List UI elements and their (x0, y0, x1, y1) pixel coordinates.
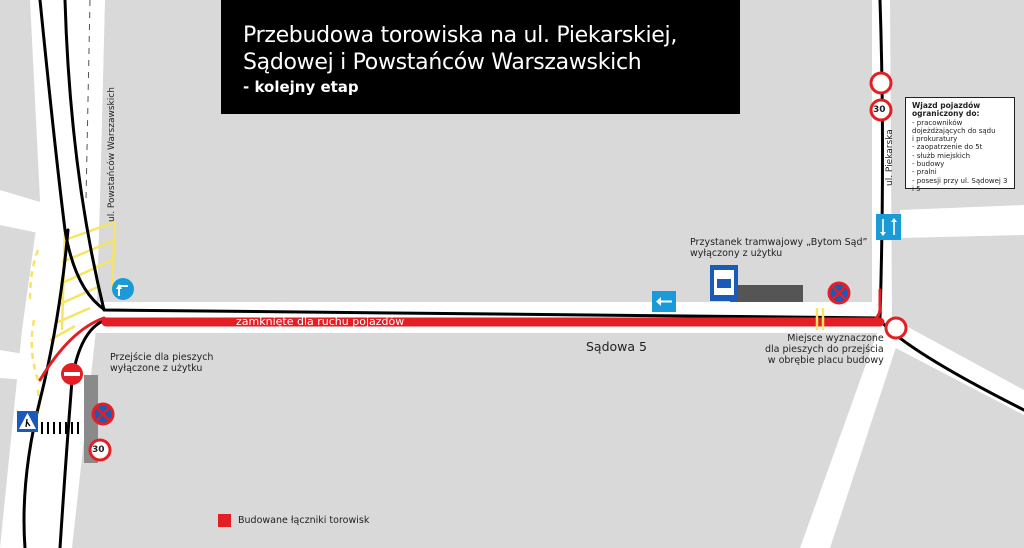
street-label-powstancow: ul. Powstańców Warszawskich (107, 87, 117, 222)
tram-platform (730, 285, 803, 302)
speed-limit-value: 30 (92, 445, 105, 455)
closed-road-sign-2-icon (886, 318, 906, 338)
access-info-item: - budowy (912, 160, 945, 169)
title-line-3: - kolejny etap (243, 78, 359, 96)
access-info-item: i prokuratury (912, 135, 958, 144)
access-info-item: - posesji przy ul. Sądowej 3 i 5 (912, 176, 1008, 193)
crossing-line-1: Przejście dla pieszych (110, 352, 214, 363)
closed-road-label: zamknięte dla ruchu pojazdów (236, 315, 405, 328)
zebra-crossing (42, 422, 78, 434)
title-line-2: Sądowej i Powstańców Warszawskich (243, 50, 642, 75)
legend-swatch (218, 514, 231, 527)
title-box (221, 0, 740, 114)
pedestrian-crossing-sign-icon (17, 411, 38, 432)
access-info-heading: Wjazd pojazdów ograniczony do: (912, 101, 981, 119)
crossing-closed-label (110, 352, 213, 374)
speed-limit-value-right: 30 (873, 105, 886, 115)
closed-road-sign-icon (871, 73, 891, 93)
access-info-item: - zaopatrzenie do 5t (912, 143, 983, 152)
no-stopping-sign-right-icon (829, 283, 849, 303)
ped-line-3: w obrębie placu budowy (767, 355, 884, 366)
road-left-spur-2 (0, 350, 30, 380)
ped-line-2: dla pieszych do przejścia (765, 344, 884, 355)
access-info-item: - pralni (912, 168, 937, 177)
tram-stop-sign-icon (710, 265, 738, 301)
road-powstancow (0, 0, 105, 548)
street-label-sadowa: Sądowa 5 (586, 339, 647, 354)
one-way-arrow-sign-icon (652, 291, 676, 312)
access-info-item: - służb miejskich (912, 151, 971, 160)
road-right-spur (900, 205, 1024, 238)
tram-stop-label (690, 237, 867, 259)
no-stopping-sign-icon (93, 404, 113, 424)
tram-stop-line-1: Przystanek tramwajowy „Bytom Sąd” (690, 237, 868, 248)
tram-stop-line-2: wyłączony z użytku (690, 248, 783, 259)
no-entry-sign-icon (61, 363, 83, 385)
access-info-item: - pracowników (912, 118, 963, 127)
access-info-box (905, 97, 1015, 193)
turn-sign-icon (112, 278, 134, 300)
street-label-piekarska: ul. Piekarska (885, 129, 895, 186)
lanes-sign-icon (876, 214, 901, 240)
access-info-item: dojeżdżających do sądu (912, 126, 996, 135)
pedestrian-area-label (765, 333, 884, 366)
title-line-1: Przebudowa torowiska na ul. Piekarskiej, (243, 23, 678, 48)
crossing-line-2: wyłączone z użytku (110, 363, 203, 374)
ped-line-1: Miejsce wyznaczone (787, 333, 884, 344)
legend-label: Budowane łączniki torowisk (238, 515, 370, 526)
